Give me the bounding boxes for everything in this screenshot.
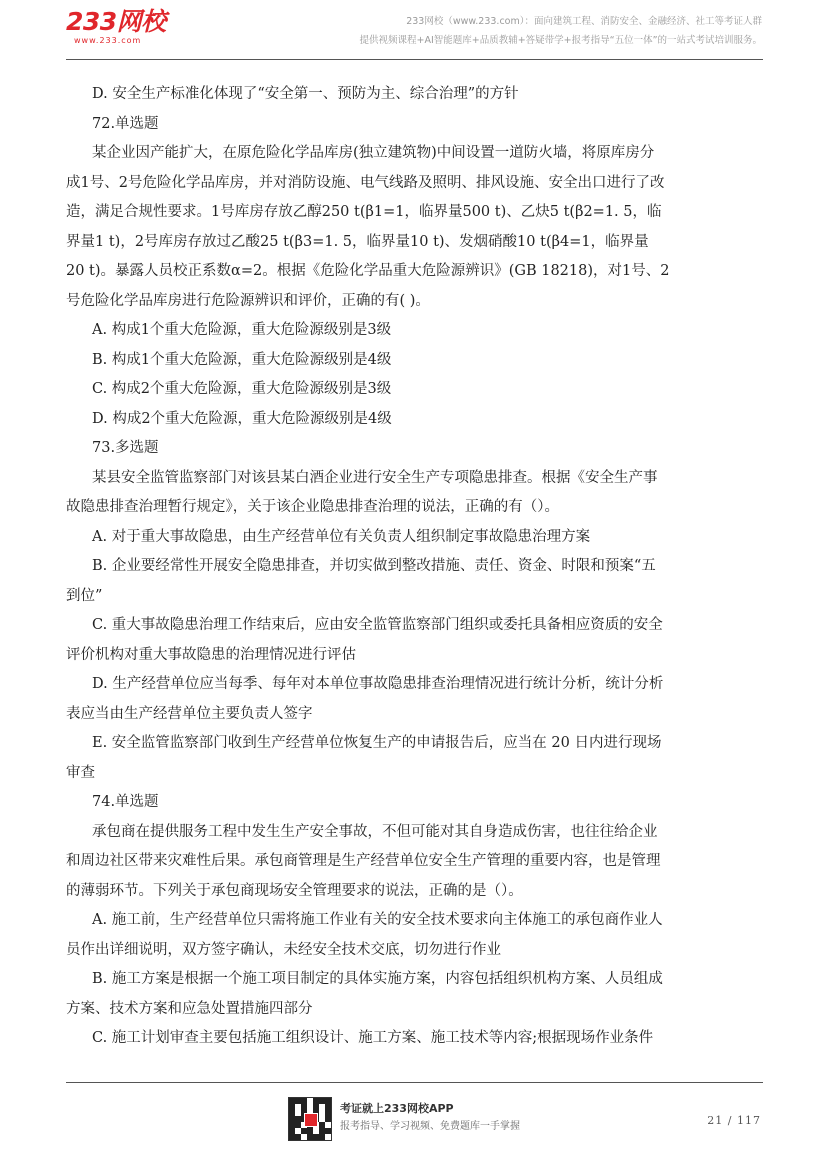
text-line: B. 构成1个重大危险源，重大危险源级别是4级 [92, 351, 392, 368]
text-line: 成1号、2号危险化学品库房，并对消防设施、电气线路及照明、排风设施、安全出口进行了改 [66, 174, 665, 191]
text-line: 某县安全监管监察部门对该县某白酒企业进行安全生产专项隐患排查。根据《安全生产事 [92, 469, 658, 486]
brand-logo [66, 8, 166, 46]
text-line: 评价机构对重大事故隐患的治理情况进行评估 [66, 646, 356, 663]
document-body [66, 80, 763, 1054]
text-line: 20 t)。暴露人员校正系数α=2。根据《危险化学品重大危险源辨识》(GB 18218)，对1号、2 [66, 263, 670, 279]
text-line: 方案、技术方案和应急处置措施四部分 [66, 1000, 313, 1017]
text-line: 某企业因产能扩大，在原危险化学品库房(独立建筑物)中间设置一道防火墙，将原库房分 [92, 145, 655, 161]
header-info-line-1: 233网校（www.233.com）：面向建筑工程、消防安全、金融经济、社工等考证人群 [406, 16, 762, 27]
text-line: 号危险化学品库房进行危险源辨识和评价，正确的有( )。 [66, 292, 430, 309]
text-line: 和周边社区带来灾难性后果。承包商管理是生产经营单位安全生产管理的重要内容，也是管理 [66, 853, 661, 869]
text-line: C. 施工计划审查主要包括施工组织设计、施工方案、施工技术等内容;根据现场作业条件 [92, 1030, 654, 1046]
logo-url: www.233.com [74, 36, 142, 45]
logo-text: 233网校 [66, 7, 166, 36]
text-line: A. 对于重大事故隐患，由生产经营单位有关负责人组织制定事故隐患治理方案 [92, 528, 591, 545]
header-info [360, 12, 763, 50]
qr-center-logo [304, 1113, 318, 1127]
text-line: 承包商在提供服务工程中发生生产安全事故，不但可能对其自身造成伤害，也往往给企业 [92, 823, 658, 840]
text-line: 的薄弱环节。下列关于承包商现场安全管理要求的说法，正确的是（）。 [66, 882, 523, 899]
text-line: D. 安全生产标准化体现了“安全第一、预防为主、综合治理”的方针 [92, 86, 519, 102]
text-line: C. 构成2个重大危险源，重大危险源级别是3级 [92, 381, 392, 397]
text-line: 表应当由生产经营单位主要负责人签字 [66, 705, 313, 722]
header-info-line-2: 提供视频课程+AI智能题库+品质教辅+答疑带学+报考指导“五位一体”的一站式考试培训服务。 [359, 35, 762, 46]
footer-title: 考证就上233网校APP [340, 1102, 454, 1115]
text-line: C. 重大事故隐患治理工作结束后，应由安全监管监察部门组织或委托具备相应资质的安全 [92, 617, 663, 633]
text-line: 审查 [66, 764, 95, 781]
text-line: 到位” [66, 587, 103, 604]
text-line: 界量1 t)，2号库房存放过乙酸25 t(β3=1. 5，临界量10 t)、发烟硝酸10 t(β4=1，临界量 [66, 233, 649, 250]
text-line: D. 构成2个重大危险源，重大危险源级别是4级 [92, 410, 392, 427]
footer-subtitle: 报考指导、学习视频、免费题库一手掌握 [340, 1121, 520, 1132]
text-line: 员作出详细说明，双方签字确认，未经安全技术交底，切勿进行作业 [66, 941, 501, 958]
page-number: 21 / 117 [707, 1114, 761, 1127]
text-line: 73.多选题 [92, 440, 159, 456]
text-line: D. 生产经营单位应当每季、每年对本单位事故隐患排查治理情况进行统计分析，统计分析 [92, 676, 664, 692]
text-line: A. 施工前，生产经营单位只需将施工作业有关的安全技术要求向主体施工的承包商作业人 [92, 912, 663, 928]
text-line: B. 施工方案是根据一个施工项目制定的具体实施方案，内容包括组织机构方案、人员组成 [92, 971, 663, 987]
text-line: 72.单选题 [92, 115, 159, 132]
text-line: B. 企业要经常性开展安全隐患排查，并切实做到整改措施、责任、资金、时限和预案“五 [92, 558, 656, 574]
footer-promo [340, 1100, 520, 1136]
header-divider [66, 59, 763, 60]
text-line: 造，满足合规性要求。1号库房存放乙醇250 t(β1=1，临界量500 t)、乙炔5 t(β2=1. 5，临 [66, 204, 662, 220]
text-line: 故隐患排查治理暂行规定》，关于该企业隐患排查治理的说法，正确的有（）。 [66, 499, 559, 515]
text-line: E. 安全监管监察部门收到生产经营单位恢复生产的申请报告后，应当在 20 日内进行现场 [92, 735, 662, 751]
footer-divider [66, 1082, 763, 1083]
qr-code-icon [288, 1097, 332, 1141]
page-header [0, 0, 830, 62]
text-line: A. 构成1个重大危险源，重大危险源级别是3级 [92, 322, 392, 338]
text-line: 74.单选题 [92, 794, 159, 810]
